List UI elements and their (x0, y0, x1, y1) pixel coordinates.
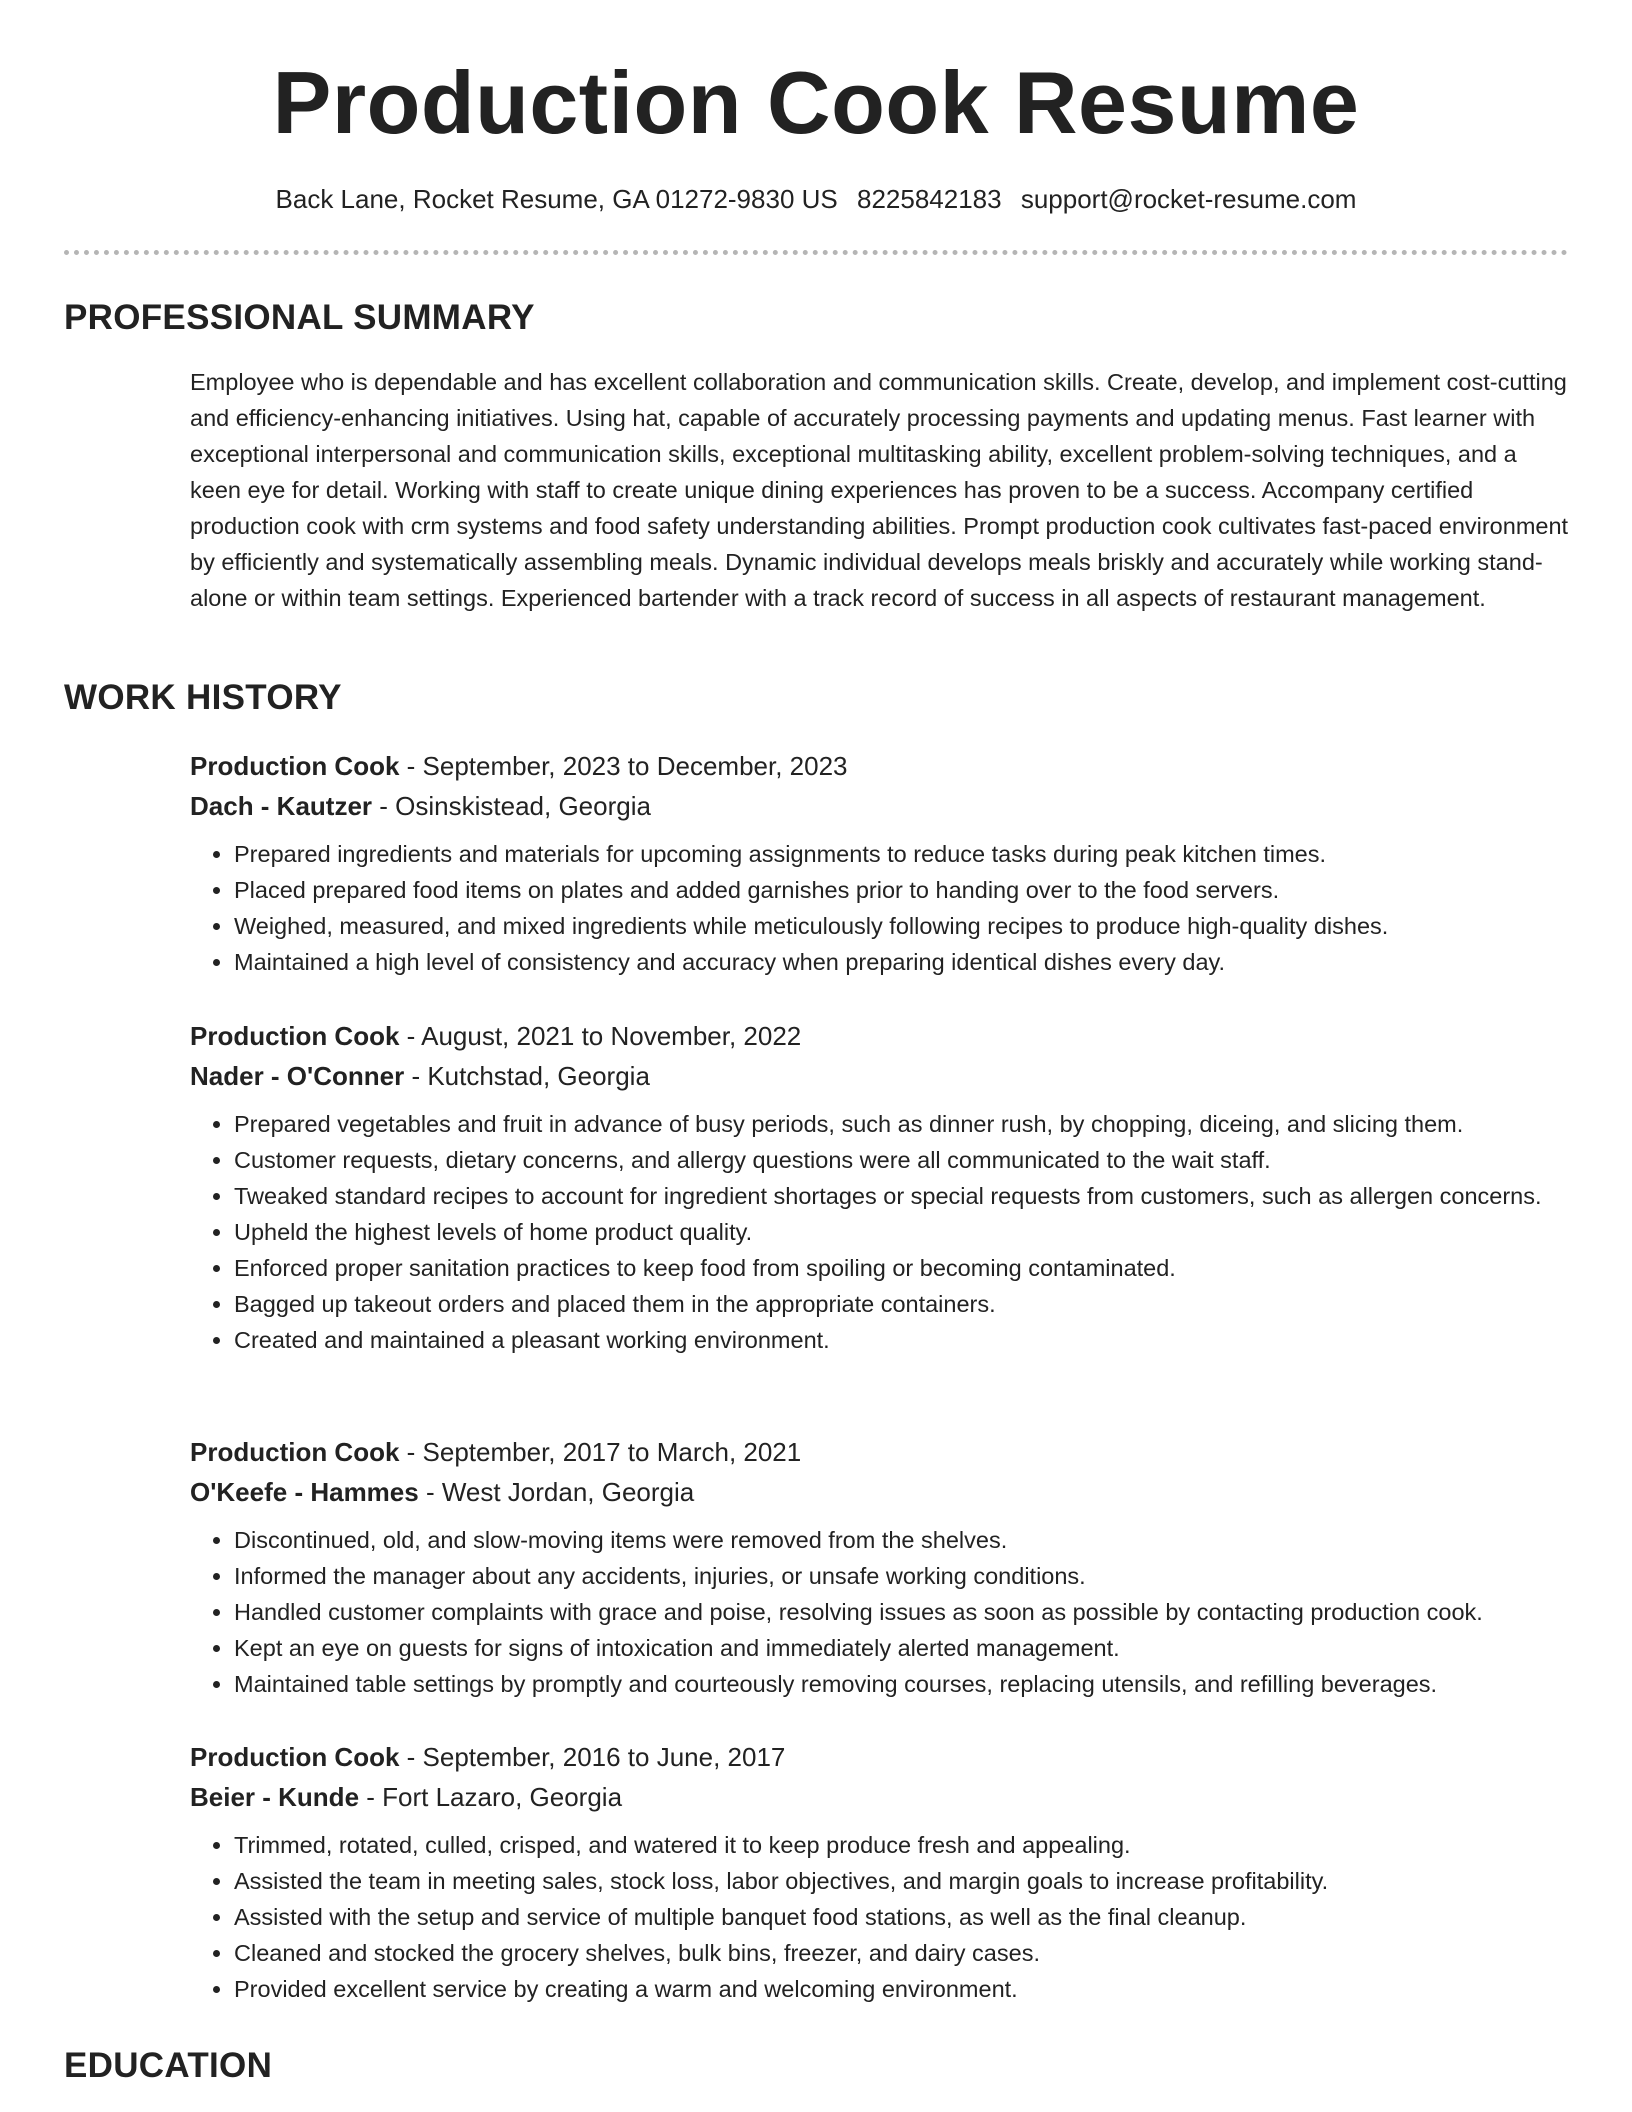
bullet-item: • Trimmed, rotated, culled, crisped, and watered it to keep produce fresh and appealing. (234, 1827, 1570, 1863)
job-company: Beier - Kunde (190, 1782, 360, 1812)
job-location: - Fort Lazaro, Georgia (359, 1782, 623, 1812)
job-company: Dach - Kautzer (190, 791, 373, 821)
contact-address: Back Lane, Rocket Resume, GA 01272-9830 US (275, 184, 838, 214)
bullet-item: • Upheld the highest levels of home product quality. (234, 1214, 1570, 1250)
bullet-item: • Provided excellent service by creating a warm and welcoming environment. (234, 1971, 1570, 2007)
job-title-line (190, 746, 1570, 786)
bullet-item: • Handled customer complaints with grace and poise, resolving issues as soon as possible by contacting production cook. (234, 1594, 1570, 1630)
contact-email: support@rocket-resume.com (1020, 184, 1357, 214)
job-role: Production Cook (190, 1021, 400, 1051)
job-location: - West Jordan, Georgia (418, 1477, 695, 1507)
job-company: Nader - O'Conner (190, 1061, 405, 1091)
job-bullets (190, 1827, 1570, 2007)
bullet-item: • Created and maintained a pleasant working environment. (234, 1322, 1570, 1358)
bullet-item: • Bagged up takeout orders and placed them in the appropriate containers. (234, 1286, 1570, 1322)
job-role: Production Cook (190, 1742, 400, 1772)
job-entry (190, 1737, 1570, 2007)
resume-title: Production Cook Resume (272, 53, 1360, 152)
bullet-item: • Cleaned and stocked the grocery shelves, bulk bins, freezer, and dairy cases. (234, 1935, 1570, 1971)
job-location: - Osinskistead, Georgia (372, 791, 651, 821)
job-company: O'Keefe - Hammes (190, 1477, 419, 1507)
job-entry (190, 746, 1570, 980)
job-location: - Kutchstad, Georgia (404, 1061, 650, 1091)
job-entry (190, 1016, 1570, 1358)
job-company-line (190, 786, 1570, 826)
job-dates: - September, 2023 to December, 2023 (399, 751, 848, 781)
bullet-item: • Assisted the team in meeting sales, stock loss, labor objectives, and margin goals to increase profitability. (234, 1863, 1570, 1899)
bullet-item: • Informed the manager about any accidents, injuries, or unsafe working conditions. (234, 1558, 1570, 1594)
job-bullets (190, 1522, 1570, 1702)
bullet-item: • Enforced proper sanitation practices to keep food from spoiling or becoming contaminated. (234, 1250, 1570, 1286)
bullet-item: • Prepared vegetables and fruit in advance of busy periods, such as dinner rush, by chopping, diceing, and slicing them. (234, 1106, 1570, 1142)
job-entry (190, 1432, 1570, 1702)
section-title-work-history: WORK HISTORY (64, 678, 342, 717)
job-title-line (190, 1016, 1570, 1056)
bullet-item: • Tweaked standard recipes to account for ingredient shortages or special requests from customers, such as allergen concerns. (234, 1178, 1570, 1214)
job-title-line (190, 1432, 1570, 1472)
job-bullets (190, 836, 1570, 980)
job-dates: - September, 2017 to March, 2021 (399, 1437, 802, 1467)
bullet-item: • Kept an eye on guests for signs of intoxication and immediately alerted management. (234, 1630, 1570, 1666)
job-role: Production Cook (190, 1437, 400, 1467)
section-title-education: EDUCATION (64, 2046, 273, 2085)
header-divider (64, 250, 1568, 255)
job-role: Production Cook (190, 751, 400, 781)
job-bullets (190, 1106, 1570, 1358)
summary-text: Employee who is dependable and has excellent collaboration and communication skills. Create, develop, and implement cost-cutting and efficiency-enhancing initiatives. Using hat, capable of accurately processing payments and updating menus. Fast learner with exceptional interpersonal and communication skills, exceptional multitasking ability, excellent problem-solving techniques, and a keen eye for detail. Working with staff to create unique dining experiences has proven to be a success. Accompany certified production cook with crm systems and food safety understanding abilities. Prompt production cook cultivates fast-paced environment by efficiently and systematically assembling meals. Dynamic individual develops meals briskly and accurately while working stand-alone or within team settings. Experienced bartender with a track record of success in all aspects of restaurant management. (190, 369, 1569, 611)
bullet-item: • Maintained table settings by promptly and courteously removing courses, replacing utensils, and refilling beverages. (234, 1666, 1570, 1702)
job-title-line (190, 1737, 1570, 1777)
job-dates: - August, 2021 to November, 2022 (399, 1021, 802, 1051)
bullet-item: • Discontinued, old, and slow-moving items were removed from the shelves. (234, 1522, 1570, 1558)
job-dates: - September, 2016 to June, 2017 (399, 1742, 786, 1772)
bullet-item: • Customer requests, dietary concerns, and allergy questions were all communicated to the wait staff. (234, 1142, 1570, 1178)
job-company-line (190, 1777, 1570, 1817)
section-title-summary: PROFESSIONAL SUMMARY (64, 298, 535, 337)
bullet-item: • Weighed, measured, and mixed ingredients while meticulously following recipes to produce high-quality dishes. (234, 908, 1570, 944)
bullet-item: • Assisted with the setup and service of multiple banquet food stations, as well as the final cleanup. (234, 1899, 1570, 1935)
contact-phone: 8225842183 (856, 184, 1002, 214)
bullet-item: • Prepared ingredients and materials for upcoming assignments to reduce tasks during peak kitchen times. (234, 836, 1570, 872)
job-company-line (190, 1056, 1570, 1096)
bullet-item: • Maintained a high level of consistency and accuracy when preparing identical dishes every day. (234, 944, 1570, 980)
contact-line (0, 179, 1632, 219)
bullet-item: • Placed prepared food items on plates and added garnishes prior to handing over to the food servers. (234, 872, 1570, 908)
job-company-line (190, 1472, 1570, 1512)
